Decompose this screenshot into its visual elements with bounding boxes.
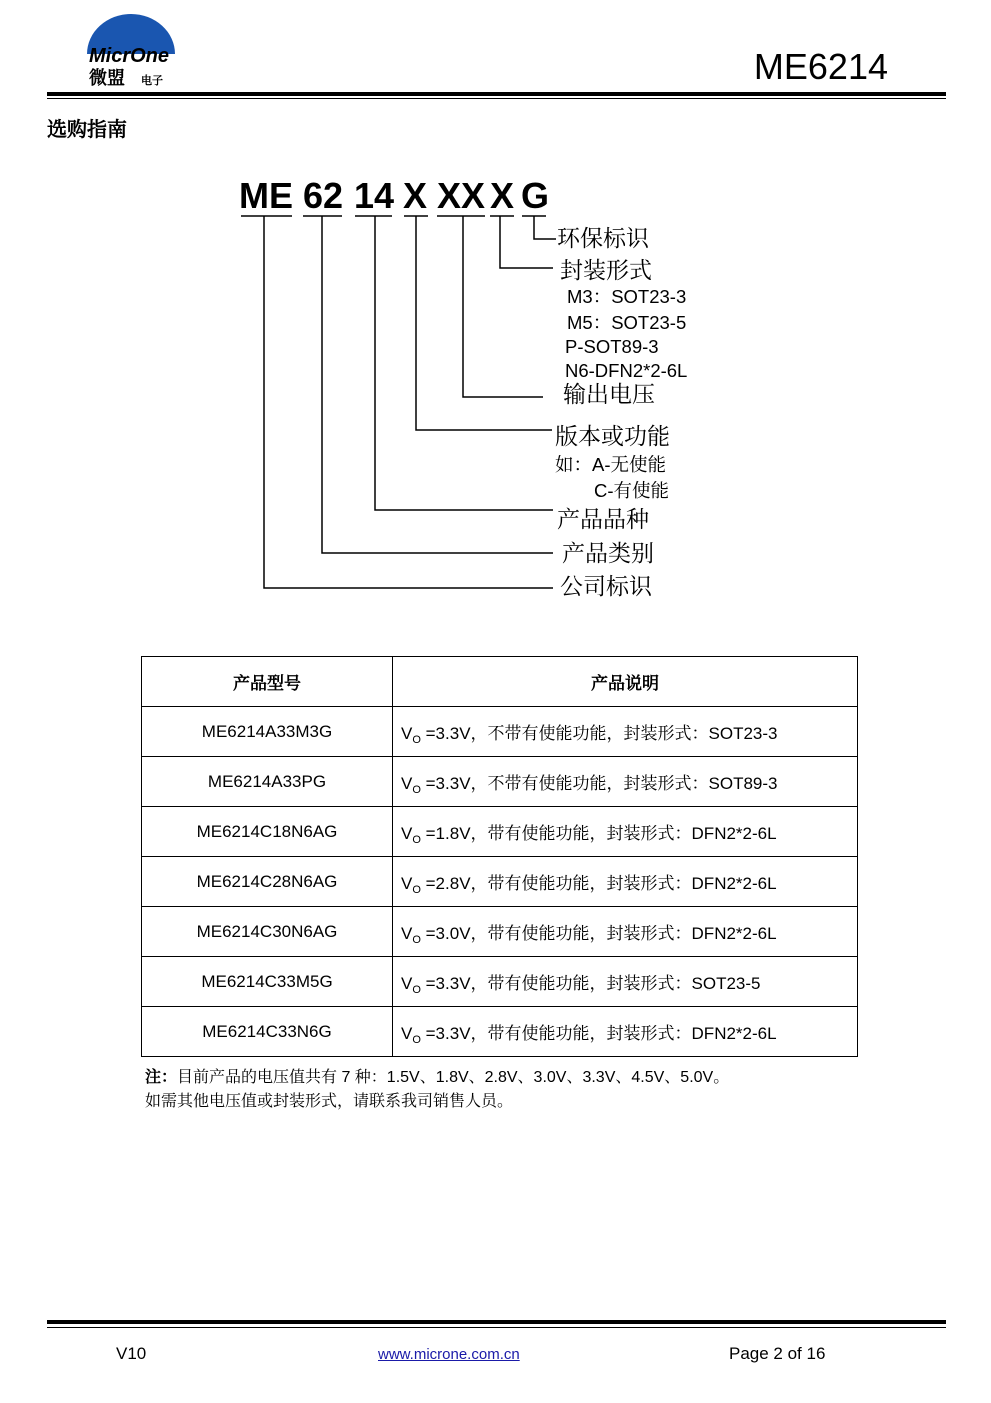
label-category: 产品类别 — [562, 541, 654, 567]
row-model: ME6214A33M3G — [142, 707, 393, 757]
footer-rule — [47, 1320, 946, 1324]
table-row — [142, 757, 858, 807]
table-row — [142, 1007, 858, 1057]
row-description: $V_O =2.8V$，带有使能功能，封装形式：DFN2*2-6L — [393, 857, 858, 907]
note-line-1: 注：目前产品的电压值共有 7 种：1.5V、1.8V、2.8V、3.0V、3.3V、4.5V、5.0V。 — [145, 1069, 730, 1086]
package-option-n6: N6-DFN2*2-6L — [565, 360, 688, 381]
footer-page-number: Page 2 of 16 — [729, 1344, 826, 1363]
section-title: 选购指南 — [47, 119, 127, 141]
label-eco: 环保标识 — [557, 226, 649, 252]
row-model: ME6214C33M5G — [142, 957, 393, 1007]
row-model: ME6214C28N6AG — [142, 857, 393, 907]
table-row — [142, 807, 858, 857]
company-logo — [83, 10, 179, 88]
part-naming-diagram — [0, 160, 991, 620]
row-description: $V_O =3.0V$，带有使能功能，封装形式：DFN2*2-6L — [393, 907, 858, 957]
logo-cn-suffix: 电子 — [141, 74, 163, 87]
version-example-a: 如：A-无使能 — [555, 454, 667, 475]
row-model: ME6214C18N6AG — [142, 807, 393, 857]
label-version: 版本或功能 — [555, 424, 670, 450]
row-description: $V_O =3.3V$，不带有使能功能，封装形式：SOT23-3 — [393, 707, 858, 757]
table-row — [142, 707, 858, 757]
note-line-2: 如需其他电压值或封装形式，请联系我司销售人员。 — [145, 1093, 514, 1110]
row-description: $V_O =1.8V$，带有使能功能，封装形式：DFN2*2-6L — [393, 807, 858, 857]
code-voltage: XX — [437, 175, 486, 216]
label-variant: 产品品种 — [557, 507, 649, 533]
footer-rule-thin — [47, 1327, 946, 1328]
table-row — [142, 957, 858, 1007]
package-option-m3: M3：SOT23-3 — [567, 286, 687, 307]
footer-version: V10 — [116, 1344, 147, 1363]
row-description: $V_O =3.3V$，带有使能功能，封装形式：SOT23-5 — [393, 957, 858, 1007]
row-model: ME6214C33N6G — [142, 1007, 393, 1057]
row-model: ME6214A33PG — [142, 757, 393, 807]
label-company: 公司标识 — [560, 574, 652, 600]
document-part-number: ME6214 — [753, 46, 888, 87]
row-model: ME6214C30N6AG — [142, 907, 393, 957]
table-row — [142, 857, 858, 907]
header-description: 产品说明 — [393, 657, 858, 707]
code-package: X — [490, 175, 515, 216]
note-label: 注： — [145, 1069, 178, 1086]
version-example-c: C-有使能 — [594, 480, 670, 501]
header-rule — [47, 92, 946, 96]
code-company: ME — [239, 175, 293, 216]
table-header-row — [142, 657, 858, 707]
code-eco: G — [521, 175, 550, 216]
code-version: X — [403, 175, 428, 216]
product-table — [141, 656, 858, 1057]
label-package: 封装形式 — [560, 258, 652, 284]
code-variant: 14 — [354, 175, 395, 216]
table-row — [142, 907, 858, 957]
logo-brand-text: MicrOne — [89, 45, 170, 67]
row-description: $V_O =3.3V$，带有使能功能，封装形式：DFN2*2-6L — [393, 1007, 858, 1057]
table-note — [145, 1066, 729, 1114]
logo-cn-name: 微盟 — [89, 68, 125, 88]
header-model: 产品型号 — [142, 657, 393, 707]
package-option-m5: M5：SOT23-5 — [567, 312, 687, 333]
code-category: 62 — [303, 175, 344, 216]
footer-website-link[interactable]: www.microne.com.cn — [378, 1346, 520, 1363]
header-rule-thin — [47, 98, 946, 99]
package-option-p: P-SOT89-3 — [565, 336, 659, 357]
row-description: $V_O =3.3V$，不带有使能功能，封装形式：SOT89-3 — [393, 757, 858, 807]
label-output-voltage: 输出电压 — [563, 382, 655, 408]
